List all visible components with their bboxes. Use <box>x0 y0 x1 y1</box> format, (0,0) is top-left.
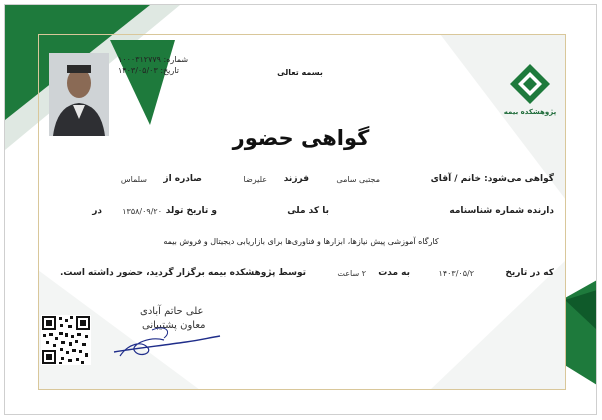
course-date-value: ۱۴۰۳/۰۵/۲ <box>438 269 474 278</box>
course-date-label: که در تاریخ <box>505 268 554 278</box>
id-label: دارنده شماره شناسنامه <box>449 206 554 216</box>
issued-place: سلماس <box>120 175 147 184</box>
holder-photo <box>49 53 109 136</box>
duration-label: به مدت <box>378 268 410 278</box>
date-value: ۱۴۰۳/۰۵/۰۳ <box>118 66 158 75</box>
signatory-name: علی حاتم آبادی <box>140 306 204 317</box>
certificate-date <box>118 66 179 75</box>
birth-date-value: ۱۳۵۸/۰۹/۲۰ <box>122 207 162 216</box>
date-label: تاریخ: <box>160 66 179 75</box>
logo-text: پژوهشکده بیمه <box>503 108 557 116</box>
national-code-label: با کد ملی <box>287 206 329 216</box>
father-label: فرزند <box>283 174 309 184</box>
logo-icon <box>508 62 552 106</box>
certificate-number <box>118 55 188 64</box>
qr-code-icon <box>41 315 91 365</box>
birth-date-label: و تاریخ تولد <box>165 206 217 216</box>
duration-value: ۲ ساعت <box>337 269 366 278</box>
number-value: ۱۰۰۰۳۱۲۷۷۹ <box>118 55 161 64</box>
signatory-role: معاون پشتیبانی <box>142 320 206 331</box>
course-title: کارگاه آموزشی پیش نیازها، ابزارها و فناوری‌ها برای بازاریابی دیجیتال و فروش بیمه <box>163 237 439 246</box>
number-label: شماره: <box>163 55 189 64</box>
basmala: بسمه تعالی <box>277 68 323 77</box>
holder-name: مجتبی سامی <box>336 175 380 184</box>
in-label: در <box>92 206 102 216</box>
qr-code <box>41 315 91 365</box>
certificate-title: گواهی حضور <box>232 126 370 150</box>
father-name: علیرضا <box>243 175 267 184</box>
issued-label: صادره از <box>163 174 202 184</box>
line1-prefix: گواهی می‌شود: خانم / آقای <box>430 174 554 184</box>
person-icon <box>49 53 109 136</box>
line4-end: توسط پژوهشکده بیمه برگزار گردید، حضور داشته است. <box>60 268 306 278</box>
signature-mark <box>108 318 228 362</box>
organization-logo <box>500 62 560 122</box>
